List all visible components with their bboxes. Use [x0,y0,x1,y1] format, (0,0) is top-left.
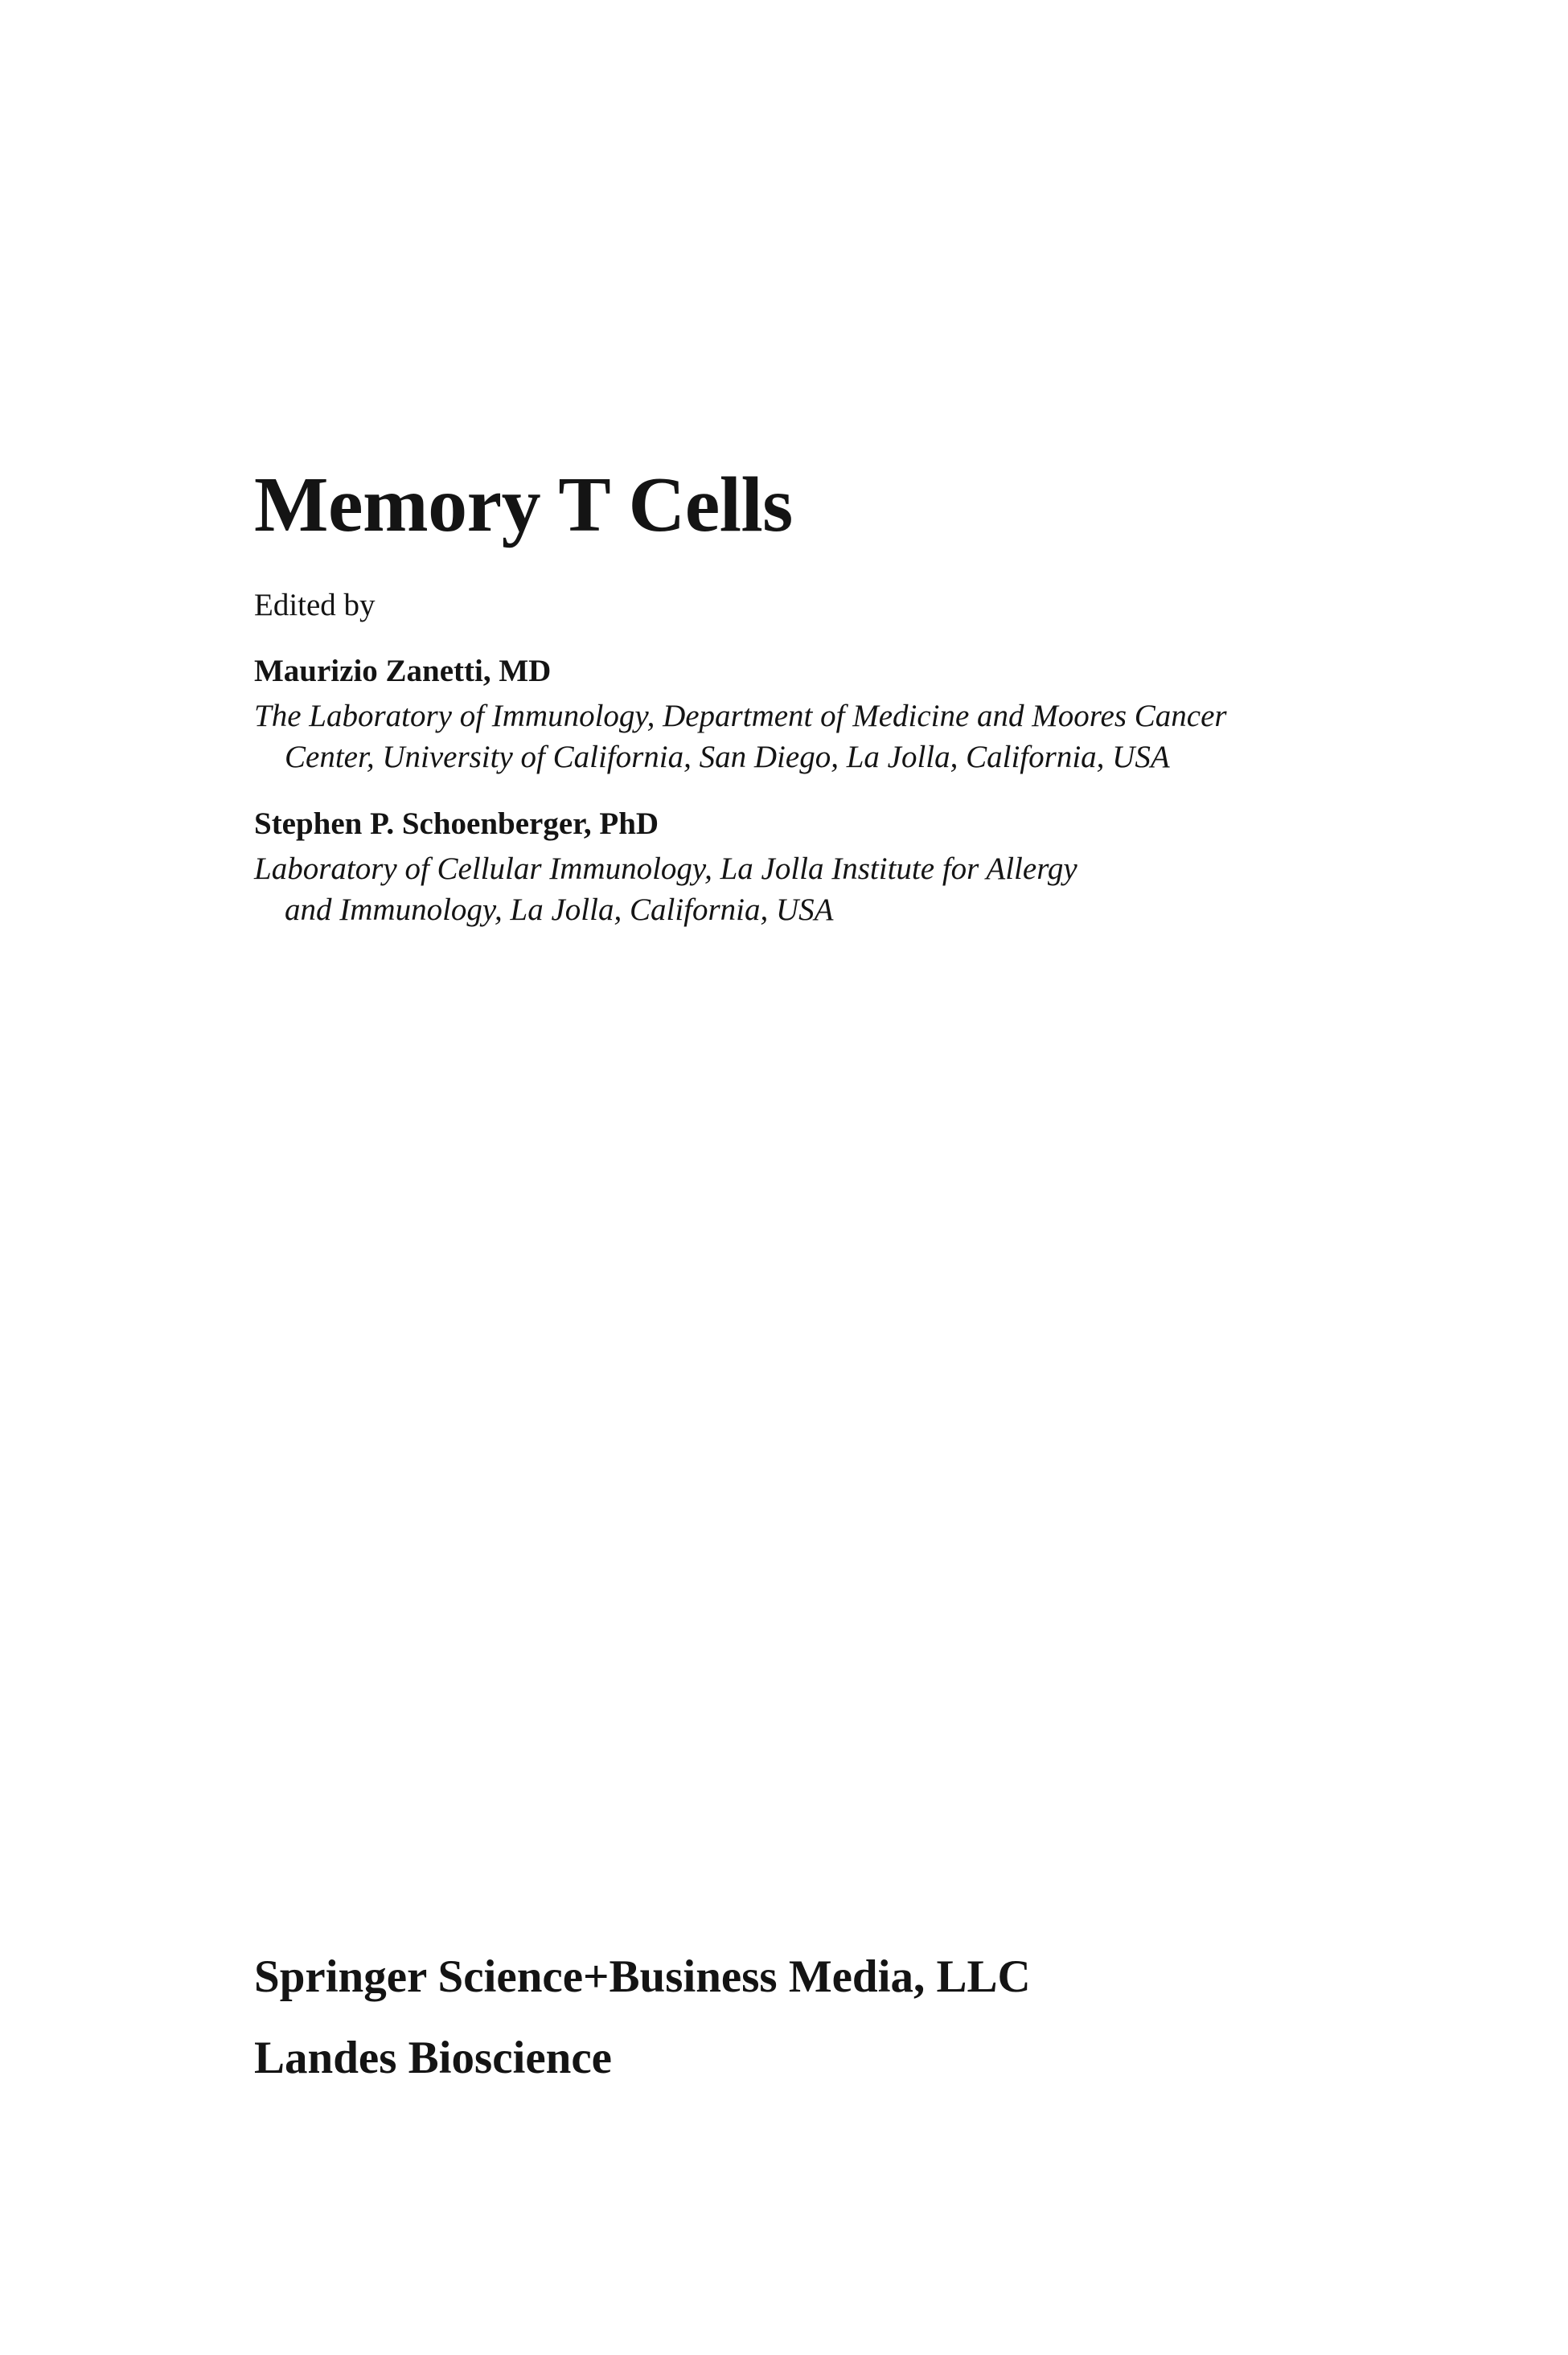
editor-name: Maurizio Zanetti, MD [254,654,552,688]
publisher-name: Springer Science+Business Media, LLC [254,1951,1031,2002]
editor-block [254,653,1380,777]
editor-name: Stephen P. Schoenberger, PhD [254,806,659,841]
edited-by-label: Edited by [254,588,376,622]
editor-affiliation [254,695,1380,777]
affiliation-line: Center, University of California, San Diego, La Jolla, California, USA [285,739,1170,774]
affiliation-line: and Immunology, La Jolla, California, USA [285,892,834,927]
editor-block [254,806,1380,930]
book-title: Memory T Cells [254,462,793,548]
editor-affiliation [254,848,1380,930]
affiliation-line: The Laboratory of Immunology, Department of Medicine and Moores Cancer [254,698,1227,733]
affiliation-line: Laboratory of Cellular Immunology, La Jolla Institute for Allergy [254,851,1077,886]
publisher-name: Landes Bioscience [254,2033,612,2083]
